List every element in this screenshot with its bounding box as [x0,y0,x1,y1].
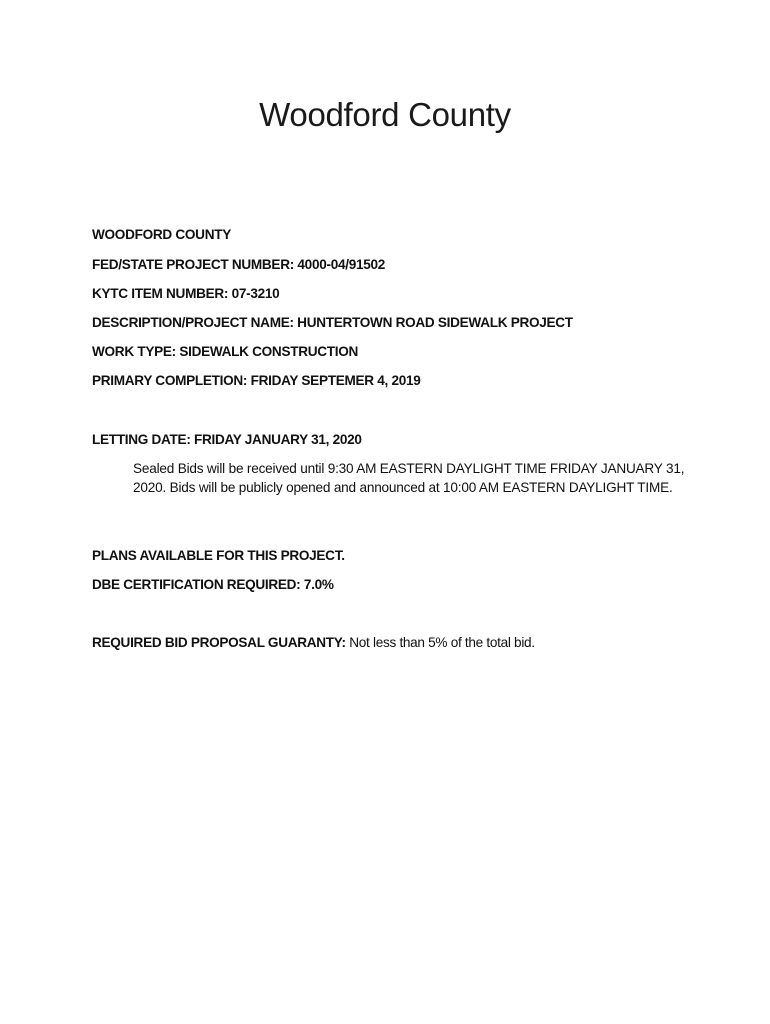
dbe-certification: DBE CERTIFICATION REQUIRED: 7.0% [92,577,334,592]
guaranty-value: Not less than 5% of the total bid. [345,635,535,650]
county-name: WOODFORD COUNTY [92,227,231,242]
bid-paragraph: Sealed Bids will be received until 9:30 AM EASTERN DAYLIGHT TIME FRIDAY JANUARY 31, 2020. Bids will be publicly opened and announced at 10:00 AM EASTERN DAYLIGHT TIME. [133,461,685,495]
guaranty-label: REQUIRED BID PROPOSAL GUARANTY: [92,635,346,650]
document-title: Woodford County [259,96,511,133]
primary-completion: PRIMARY COMPLETION: FRIDAY SEPTEMER 4, 2019 [92,373,421,388]
work-type: WORK TYPE: SIDEWALK CONSTRUCTION [92,344,359,359]
plans-available: PLANS AVAILABLE FOR THIS PROJECT. [92,548,345,563]
bid-proposal-guaranty [92,635,535,650]
fed-state-project-number: FED/STATE PROJECT NUMBER: 4000-04/91502 [92,257,385,272]
kytc-item-number: KYTC ITEM NUMBER: 07-3210 [92,286,280,301]
letting-date: LETTING DATE: FRIDAY JANUARY 31, 2020 [92,432,362,447]
project-description: DESCRIPTION/PROJECT NAME: HUNTERTOWN ROAD SIDEWALK PROJECT [92,315,573,330]
